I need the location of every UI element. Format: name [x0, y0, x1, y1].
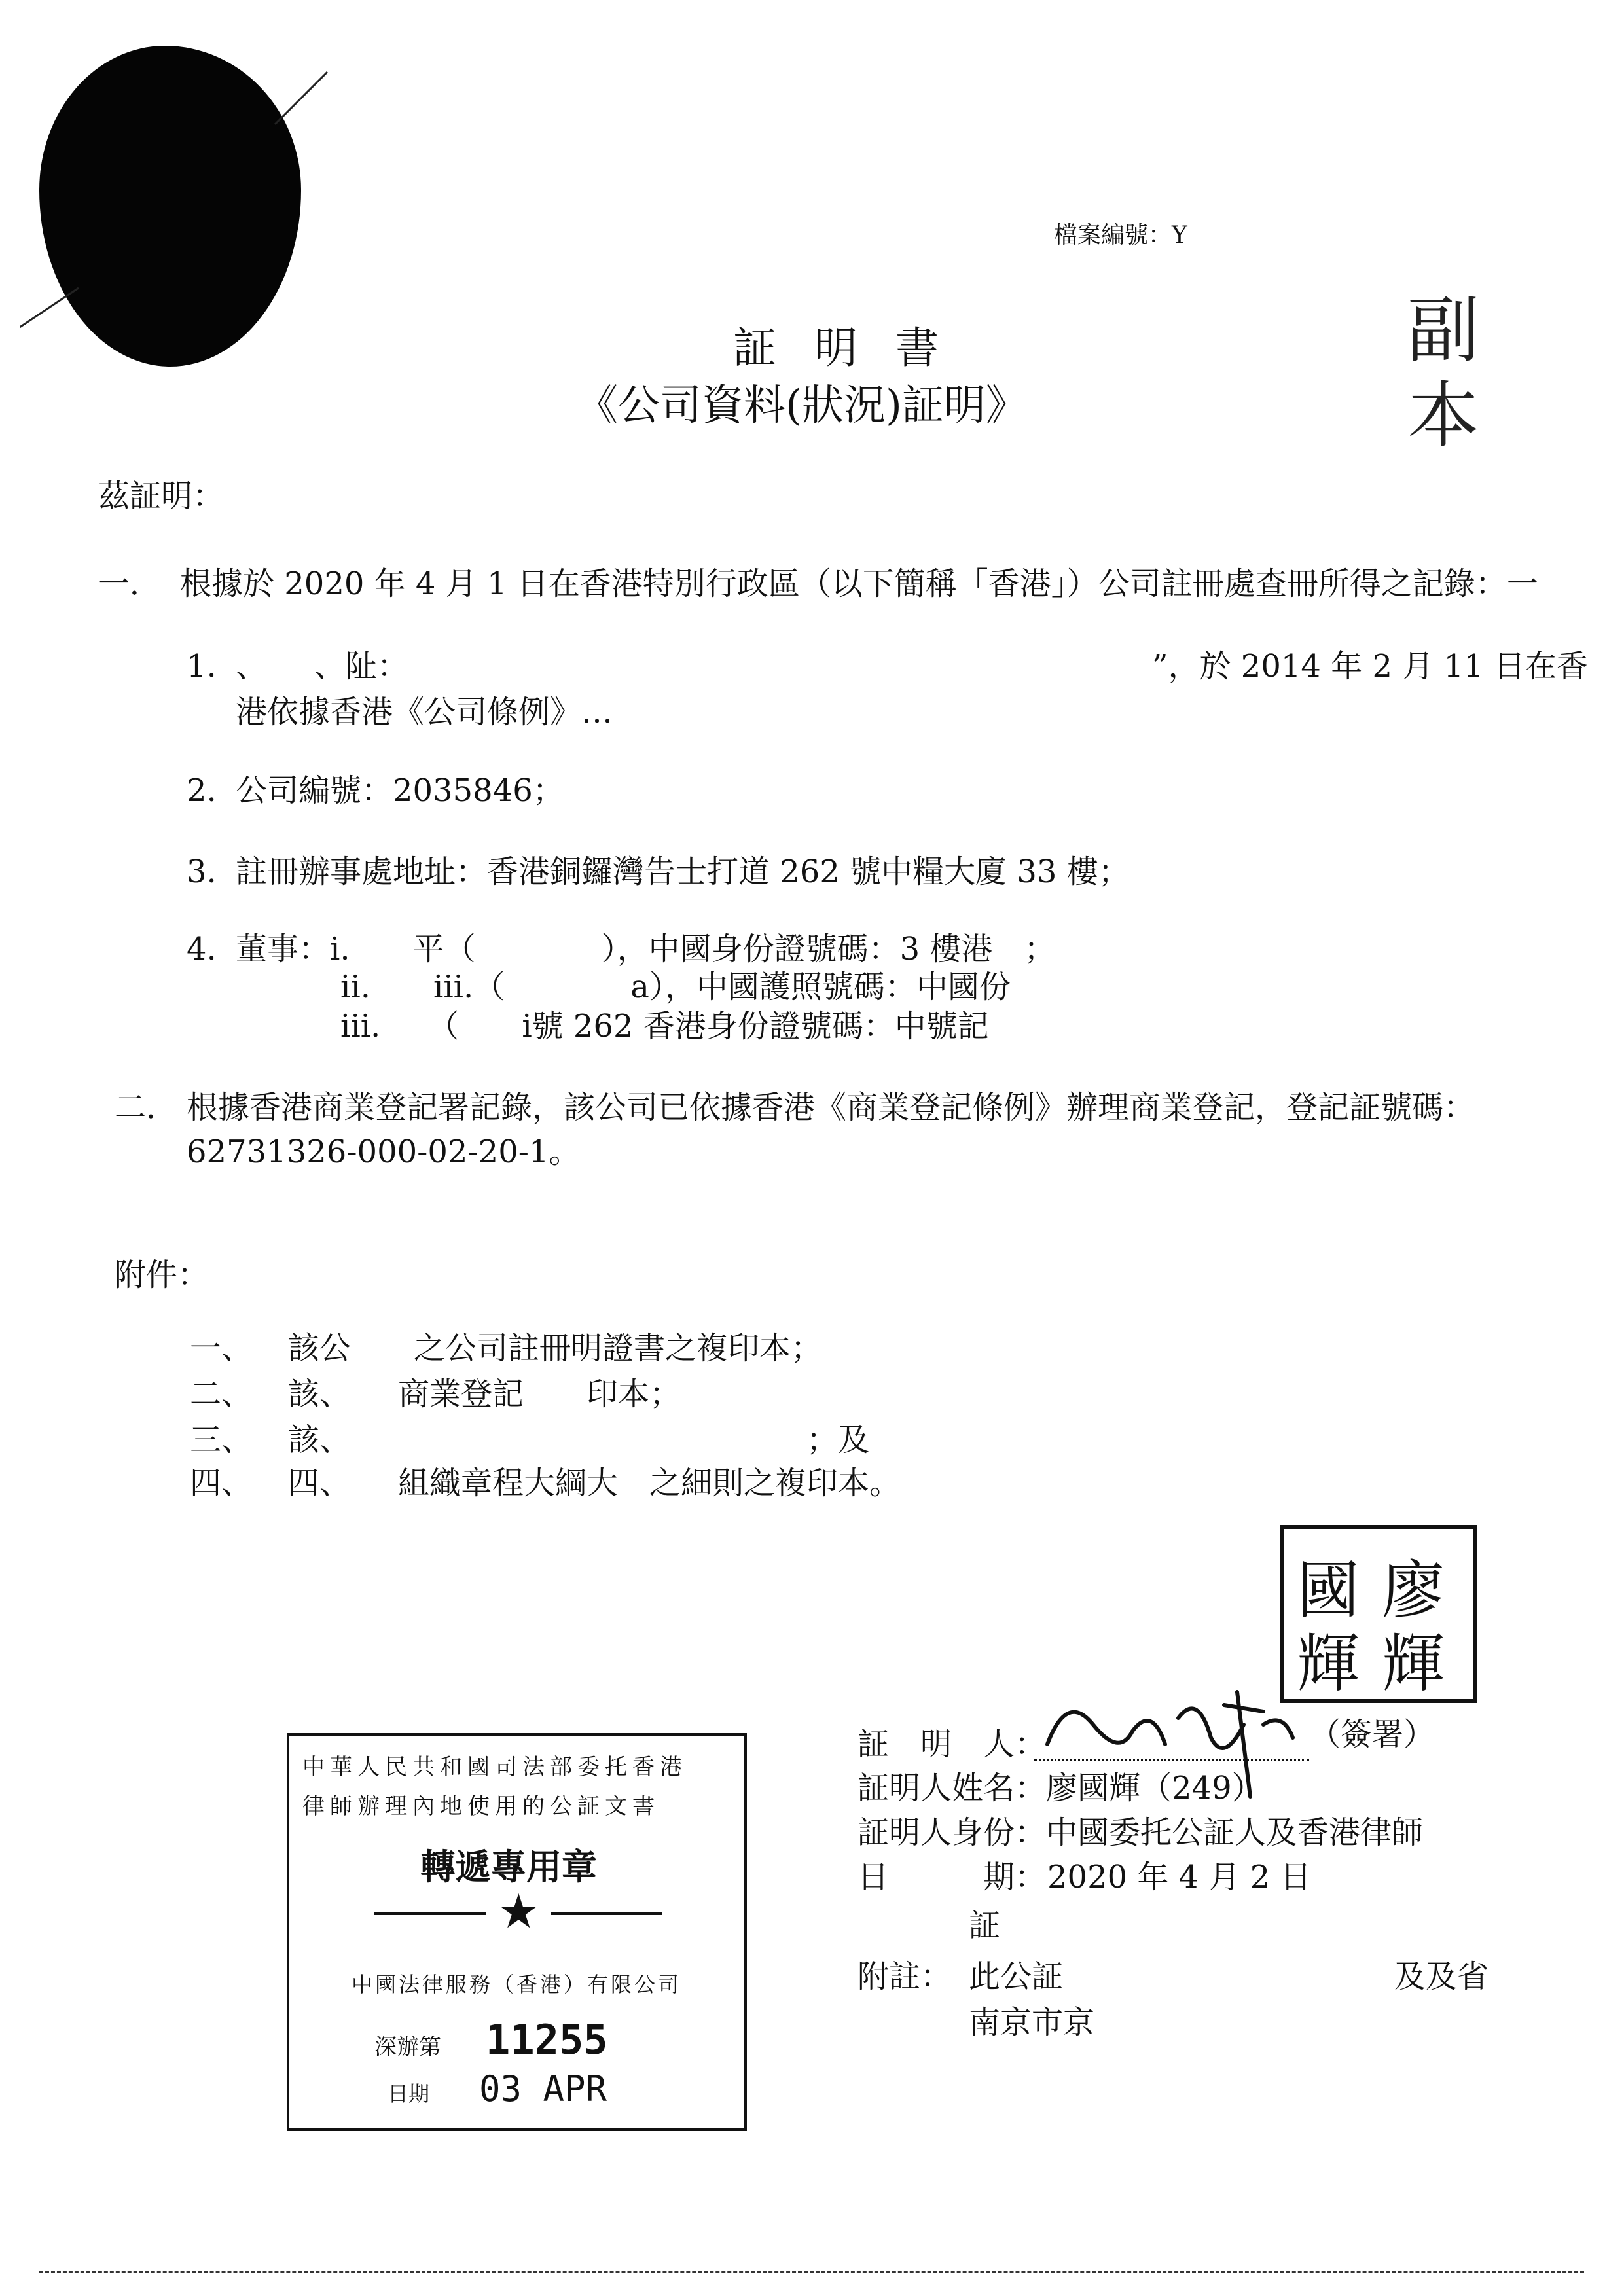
section2-text-2: 62731326-000-02-20-1。	[187, 1134, 581, 1170]
copy-stamp	[1407, 288, 1479, 458]
note-line-1a: 此公証	[969, 1958, 1064, 1995]
item1-no: 1.	[187, 648, 217, 685]
director-ii: ii. iii.（ a），中國護照號碼：中國份	[340, 969, 1011, 1005]
certifier-seal-line: 証	[969, 1907, 1001, 1944]
item4-no: 4.	[187, 931, 217, 967]
certifier-identity: 証明人身份：中國委托公証人及香港律師	[857, 1814, 1424, 1851]
item1-text-a: 、 、阯：	[236, 648, 409, 685]
stamp-rule-right	[551, 1912, 662, 1915]
item2-text: 公司編號：2035846；	[236, 772, 564, 809]
transfer-stamp	[287, 1733, 747, 2131]
certifier-name: 証明人姓名：廖國輝（249）	[857, 1770, 1263, 1806]
stamp-heading: 轉遞專用章	[420, 1846, 597, 1888]
attachment-3-text: 該、 ；及	[288, 1422, 870, 1458]
attachment-4-text: 四、 組織章程大綱大 之細則之複印本。	[288, 1465, 901, 1501]
stamp-ref-label: 深辦第	[374, 2034, 441, 2060]
seal-char-1: 國	[1297, 1554, 1360, 1627]
seal-char-2: 廖	[1382, 1554, 1445, 1627]
certifier-date-value: 2020 年 4 月 2 日	[1047, 1859, 1312, 1895]
document-subtitle: 《公司資料(狀況)証明》	[576, 382, 1028, 430]
item1-text-b: ”，於 2014 年 2 月 11 日在香	[1152, 648, 1588, 685]
attachment-3-no: 三、	[190, 1422, 253, 1458]
section1-text: 根據於 2020 年 4 月 1 日在香港特別行政區（以下簡稱「香港」）公司註冊處查冊所得之記錄：一	[180, 565, 1538, 602]
stamp-line-1: 中華人民共和國司法部委托香港	[302, 1754, 687, 1780]
signer-label: 証 明 人：	[857, 1726, 1047, 1763]
attachment-1-no: 一、	[190, 1330, 253, 1367]
star-icon: ★	[497, 1884, 540, 1939]
stamp-ref-no: 11255	[486, 2016, 608, 2064]
section2-marker: 二．	[115, 1089, 178, 1126]
item1-text-c: 港依據香港《公司條例》…	[236, 694, 613, 730]
scan-edge	[39, 2271, 1584, 2273]
redaction-strokes	[20, 52, 334, 367]
attachment-2-text: 該、 商業登記 印本；	[288, 1376, 681, 1412]
note-line-1b: 及及省	[1394, 1958, 1489, 1995]
item4-text: 董事：i. 平（ ），中國身份證號碼：3 樓港 ；	[236, 931, 1056, 967]
note-label: 附註：	[857, 1958, 952, 1995]
file-number: 檔案編號：Y	[1054, 222, 1187, 249]
item3-text: 註冊辦事處地址：香港銅鑼灣告士打道 262 號中糧大廈 33 樓；	[236, 853, 1130, 890]
attachment-2-no: 二、	[190, 1376, 253, 1412]
note-line-2: 南京市京	[969, 2004, 1095, 2041]
attachments-label: 附件：	[115, 1257, 209, 1293]
stamp-company: 中國法律服務（香港）有限公司	[352, 1972, 682, 1997]
stamp-date-value: 03 APR	[479, 2068, 607, 2109]
signed-note: （簽署）	[1309, 1716, 1435, 1753]
notary-seal	[1280, 1525, 1477, 1703]
copy-stamp-line2: 本	[1407, 374, 1479, 457]
item3-no: 3.	[187, 853, 217, 890]
section1-marker: 一．	[98, 565, 162, 602]
document-title: 証明書	[733, 323, 977, 373]
seal-char-4: 輝	[1382, 1627, 1445, 1700]
stamp-date-label: 日期	[388, 2081, 430, 2106]
attachment-4-no: 四、	[190, 1465, 253, 1501]
intro-line: 茲証明：	[98, 478, 225, 514]
seal-char-3: 輝	[1297, 1627, 1360, 1700]
stamp-line-2: 律師辦理內地使用的公証文書	[302, 1793, 660, 1820]
section2-text-1: 根據香港商業登記署記錄，該公司已依據香港《商業登記條例》辦理商業登記，登記証號碼：	[187, 1089, 1475, 1126]
copy-stamp-line1: 副	[1407, 289, 1479, 372]
director-iii: iii. （ i號 262 香港身份證號碼：中號記	[340, 1008, 989, 1045]
certifier-date-label: 日 期：	[857, 1859, 1047, 1895]
item2-no: 2.	[187, 772, 217, 809]
stamp-rule-left	[374, 1912, 486, 1915]
attachment-1-text: 該公 之公司註冊明證書之複印本；	[288, 1330, 823, 1367]
